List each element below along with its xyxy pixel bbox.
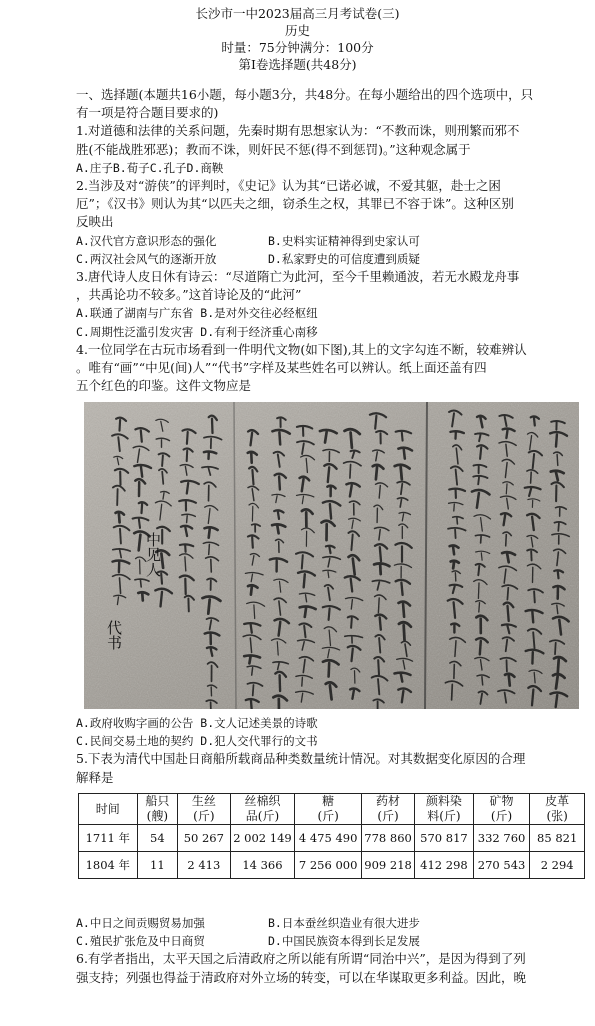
option-d: D.中国民族资本得到长足发展: [268, 934, 420, 949]
header-text: 料(斤): [427, 809, 461, 823]
table-header-cell: [230, 794, 295, 825]
question-6: [76, 950, 582, 986]
table-cell: 1804 年: [79, 852, 138, 879]
ming-document-photo: [84, 402, 579, 709]
exam-time-score: 时量：75分钟满分：100分: [221, 40, 374, 55]
table-header-cell: [295, 794, 362, 825]
table-cell: 1711 年: [79, 825, 138, 852]
header-text: 皮革: [545, 794, 570, 808]
question-text-line: 五个红色的印鉴。这件文物应是: [76, 378, 252, 394]
header-text: 时间: [95, 801, 120, 816]
options-row: [76, 914, 582, 932]
intro-line: 有一项是符合题目要求的): [76, 105, 219, 121]
question-text-line: ，共禹论功不较多。”这首诗论及的“此河”: [76, 287, 302, 303]
header-text: 糖: [322, 794, 335, 808]
table-cell: 11: [137, 852, 177, 879]
options-cd: C.民间交易土地的契约 D.犯人交代罪行的文书: [76, 734, 318, 749]
question-text-line: 强支持；列强也得益于清政府对外立场的转变，可以在华谋取更多利益。因此，晚: [76, 969, 527, 985]
table-header-cell: [530, 794, 585, 825]
table-cell: 909 218: [362, 852, 415, 879]
table-cell: 14 366: [230, 852, 295, 879]
question-text-line: 2.当涉及对“游侠”的评判时，《史记》认为其“已诺必诚，不爱其躯，赴士之困: [76, 178, 501, 194]
exam-title: 长沙市一中2023届高三月考试卷(三): [195, 6, 400, 21]
question-text-line: 6.有学者指出，太平天国之后清政府之所以能有所谓“同治中兴”，是因为得到了列: [76, 951, 526, 967]
question-block-bottom: [0, 914, 595, 987]
header-text: (斤): [377, 809, 399, 823]
header-text: (张): [546, 809, 568, 823]
table-row: [79, 825, 585, 852]
table-header-cell: [415, 794, 474, 825]
question-4-options: [76, 714, 582, 750]
intro-line: 一、选择题(本题共16小题，每小题3分，共48分。在每小题给出的四个选项中，只: [76, 87, 534, 102]
table-cell: 2 413: [178, 852, 231, 879]
table-cell: 85 821: [530, 825, 585, 852]
header-text: (斤): [490, 809, 513, 823]
option-a: A.中日之间贡赐贸易加强: [76, 916, 205, 930]
section-intro: [76, 86, 582, 122]
question-block-top: [0, 86, 595, 395]
option-a: A.汉代官方意识形态的强化: [76, 233, 217, 248]
option-b: B.史料实证精神得到史家认可: [268, 233, 420, 248]
question-1-options: A.庄子B.荀子C.孔子D.商鞅: [76, 160, 224, 175]
table-cell: 270 543: [473, 852, 530, 879]
question-text-line: 4.一位同学在古玩市场看到一件明代文物(如下图),其上的文字勾连不断，较难辨认: [76, 341, 527, 357]
question-block-middle: [0, 714, 595, 787]
table-cell: 2 002 149: [230, 825, 295, 852]
question-text-line: 5.下表为清代中国赴日商船所载商品种类数量统计情况。对其数据变化原因的合理: [76, 751, 526, 767]
question-text-line: 胜(不能战胜邪恶)；教而不诛，则奸民不惩(得不到惩罚)。”这种观念属于: [76, 141, 471, 157]
header-text: (艘): [146, 809, 169, 823]
trade-statistics-table: [78, 793, 585, 879]
question-text-line: 厄”；《汉书》则认为其“以匹夫之细，窃杀生之权，其罪已不容于诛”。这种区别: [76, 196, 514, 212]
table-cell: 412 298: [415, 852, 474, 879]
question-5: [76, 750, 582, 786]
stamp-mark-zhongjianren: 中见人: [144, 532, 162, 577]
header-text: 矿物: [489, 794, 514, 808]
table-cell: 332 760: [473, 825, 530, 852]
question-1: [76, 122, 582, 177]
options-row: [76, 250, 582, 268]
option-c: C.殖民扩张危及中日商贸: [76, 934, 205, 949]
table-cell: 54: [137, 825, 177, 852]
options-row: [76, 932, 582, 950]
header-text: (斤): [193, 809, 215, 823]
table-row: [79, 852, 585, 879]
table-header-cell: [79, 794, 138, 825]
question-3: [76, 268, 582, 341]
header-text: 品(斤): [245, 809, 280, 823]
question-4: [76, 341, 582, 396]
header-text: 丝棉织: [244, 794, 281, 808]
question-text-line: 解释是: [76, 769, 114, 785]
options-ab: A.政府收购字画的公告 B.文人记述美景的诗歌: [76, 716, 318, 730]
table-header-cell: [362, 794, 415, 825]
table-cell: 4 475 490: [295, 825, 362, 852]
header-text: 药材: [376, 794, 401, 808]
table-cell: 570 817: [415, 825, 474, 852]
table-header-cell: [137, 794, 177, 825]
option-c: C.两汉社会风气的逐渐开放: [76, 251, 217, 266]
question-text-line: 1.对道德和法律的关系问题，先秦时期有思想家认为：“不教而诛，则刑繁而邪不: [76, 123, 520, 139]
section-title: 第Ⅰ卷选择题(共48分): [238, 57, 357, 72]
options-row: [76, 232, 582, 250]
header-text: 生丝: [191, 794, 216, 808]
table-cell: 7 256 000: [295, 852, 362, 879]
question-text-line: 3.唐代诗人皮日休有诗云：“尽道隋亡为此河，至今千里赖通波，若无水殿龙舟事: [76, 269, 520, 285]
question-text-line: 。唯有“画”“中见(间)人”“代书”字样及某些姓名可以辨认。纸上面还盖有四: [76, 360, 487, 376]
table-header-cell: [473, 794, 530, 825]
table-cell: 2 294: [530, 852, 585, 879]
table-cell: 778 860: [362, 825, 415, 852]
exam-header: [0, 6, 595, 73]
header-text: (斤): [317, 809, 339, 823]
options-cd: C.周期性泛滥引发灾害 D.有利于经济重心南移: [76, 324, 318, 339]
table-header-row: [79, 794, 585, 825]
question-2: [76, 177, 582, 268]
table-header-cell: [178, 794, 231, 825]
table-cell: 50 267: [178, 825, 231, 852]
option-d: D.私家野史的可信度遭到质疑: [268, 251, 420, 266]
question-5-options: [76, 914, 582, 950]
option-b: B.日本蚕丝织造业有很大进步: [268, 916, 420, 930]
header-text: 船只: [145, 794, 170, 808]
exam-subject: 历史: [284, 23, 310, 38]
stamp-mark-daishu: 代书: [105, 620, 123, 650]
question-text-line: 反映出: [76, 214, 114, 230]
header-text: 颜料染: [425, 794, 462, 808]
manuscript-image: [84, 402, 579, 709]
options-ab: A.联通了湖南与广东省 B.是对外交往必经枢纽: [76, 306, 318, 321]
